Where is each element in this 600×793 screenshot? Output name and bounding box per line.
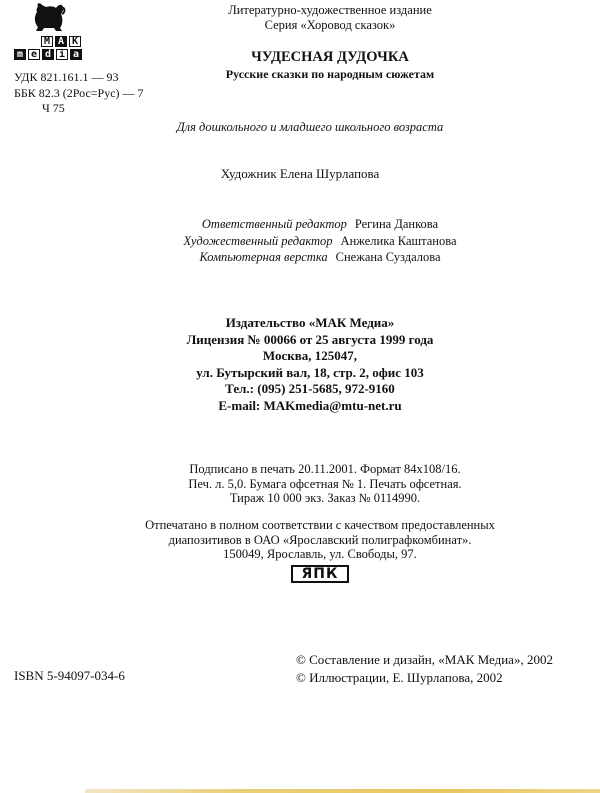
cat-silhouette-icon	[32, 2, 66, 32]
publisher-logo	[12, 2, 84, 60]
publisher-info	[150, 315, 470, 414]
book-subtitle: Русские сказки по народным сюжетам	[225, 67, 435, 81]
isbn: ISBN 5-94097-034-6	[14, 668, 125, 683]
classification-codes	[14, 70, 144, 117]
credit-role: Ответственный редактор	[201, 217, 347, 231]
print-line: Подписано в печать 20.11.2001. Формат 84x108/16.	[189, 462, 461, 476]
copyright-notice	[296, 651, 596, 687]
logo-letter: K	[69, 36, 81, 47]
publisher-name: Издательство «МАК Медиа»	[225, 315, 395, 330]
credit-name: Регина Данкова	[354, 217, 439, 231]
copyright-line: © Составление и дизайн, «МАК Медиа», 2002	[296, 652, 553, 667]
udk-code: УДК 821.161.1 — 93	[14, 70, 119, 84]
audience-note: Для дошкольного и младшего школьного возраста	[176, 120, 444, 134]
credit-name: Снежана Суздалова	[335, 250, 441, 264]
artist-credit: Художник Елена Шурлапова	[220, 166, 380, 181]
logo-letter: A	[55, 36, 67, 47]
credit-role: Художественный редактор	[183, 233, 333, 248]
printer-line: диапозитивов в ОАО «Ярославский полиграфкомбинат».	[168, 532, 472, 547]
logo-letter: M	[41, 36, 53, 47]
bbk-code: ББК 82.3 (2Рос=Рус) — 7	[14, 85, 144, 100]
logo-letter: m	[14, 49, 26, 60]
book-title: ЧУДЕСНАЯ ДУДОЧКА	[251, 49, 409, 65]
publisher-license: Лицензия № 00066 от 25 августа 1999 года	[186, 331, 434, 347]
publisher-email: E-mail: MAKmedia@mtu-net.ru	[218, 397, 402, 413]
logo-letter: i	[56, 49, 68, 60]
printer-info	[110, 518, 530, 562]
print-details	[120, 462, 530, 506]
logo-letter: d	[42, 49, 54, 60]
printer-logo: ЯПК	[291, 565, 349, 583]
series-name: Серия «Хоровод сказок»	[264, 18, 396, 32]
publisher-address: ул. Бутырский вал, 18, стр. 2, офис 103	[196, 364, 424, 380]
copyright-line: © Иллюстрации, Е. Шурлапова, 2002	[296, 670, 503, 685]
credit-line	[150, 249, 490, 266]
printer-line: Отпечатано в полном соответствии с качеством предоставленных	[145, 518, 495, 532]
credit-name: Анжелика Каштанова	[340, 233, 457, 248]
printer-line: 150049, Ярославль, ул. Свободы, 97.	[223, 547, 417, 561]
edition-type: Литературно-художественное издание	[228, 3, 432, 17]
page-edge-divider	[85, 789, 600, 793]
author-mark: Ч 75	[42, 101, 65, 115]
publisher-city: Москва, 125047,	[262, 348, 358, 363]
print-line: Печ. л. 5,0. Бумага офсетная № 1. Печать офсетная.	[188, 476, 462, 491]
logo-letter: a	[70, 49, 82, 60]
logo-letter: e	[28, 49, 40, 60]
publisher-phone: Тел.: (095) 251-5685, 972-9160	[225, 381, 395, 396]
credit-line	[150, 233, 490, 250]
credit-role: Компьютерная верстка	[199, 250, 328, 264]
edition-header	[180, 3, 480, 33]
editorial-credits	[150, 216, 490, 266]
credit-line	[150, 216, 490, 233]
print-line: Тираж 10 000 экз. Заказ № 0114990.	[229, 491, 421, 505]
